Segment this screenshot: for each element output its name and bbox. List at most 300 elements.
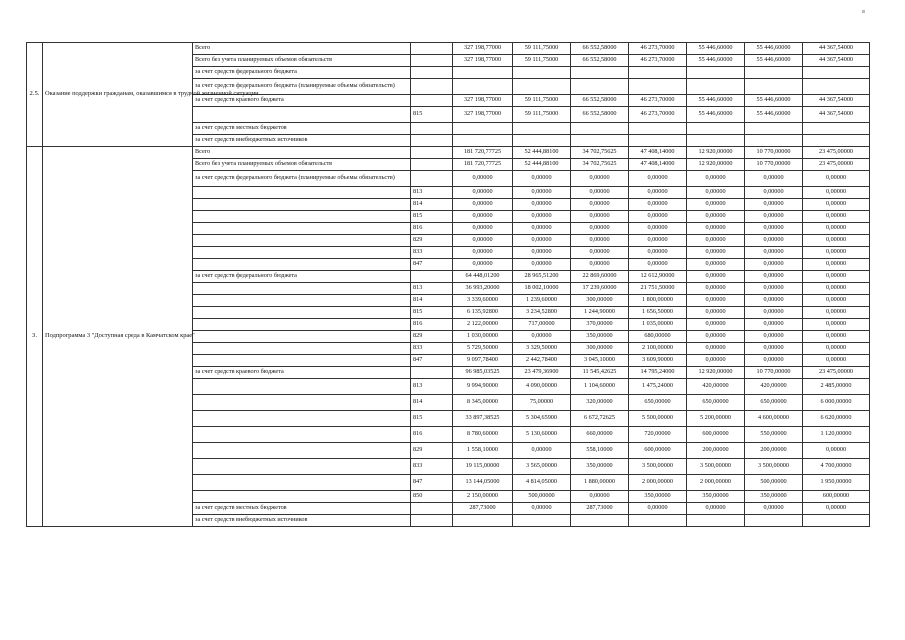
amount-cell: 720,00000 xyxy=(629,427,687,443)
amount-cell: 59 111,75000 xyxy=(513,107,571,123)
amount-cell: 8 780,60000 xyxy=(453,427,513,443)
amount-cell: 0,00000 xyxy=(745,247,803,259)
amount-cell: 1 950,00000 xyxy=(803,475,870,491)
amount-cell: 550,00000 xyxy=(745,427,803,443)
amount-cell: 59 111,75000 xyxy=(513,43,571,55)
amount-cell: 28 965,51200 xyxy=(513,271,571,283)
amount-cell: 0,00000 xyxy=(453,199,513,211)
amount-cell: 0,00000 xyxy=(803,259,870,271)
amount-cell: 2 150,00000 xyxy=(453,491,513,503)
amount-cell xyxy=(745,135,803,147)
funding-source-label xyxy=(193,443,411,459)
amount-cell xyxy=(453,79,513,95)
amount-cell: 327 198,77000 xyxy=(453,43,513,55)
amount-cell xyxy=(453,67,513,79)
funding-source-label: Всего xyxy=(193,43,411,55)
amount-cell: 4 600,00000 xyxy=(745,411,803,427)
funding-source-label: за счет средств федерального бюджета (планируемые объемы обязательств) xyxy=(193,79,411,95)
amount-cell: 1 104,60000 xyxy=(571,379,629,395)
amount-cell: 21 751,50000 xyxy=(629,283,687,295)
budget-code: 833 xyxy=(411,247,453,259)
amount-cell: 0,00000 xyxy=(745,355,803,367)
amount-cell: 0,00000 xyxy=(629,171,687,187)
amount-cell: 0,00000 xyxy=(687,171,745,187)
amount-cell: 4 700,00000 xyxy=(803,459,870,475)
amount-cell: 10 770,00000 xyxy=(745,367,803,379)
amount-cell xyxy=(803,515,870,527)
funding-source-label xyxy=(193,223,411,235)
amount-cell: 3 609,90000 xyxy=(629,355,687,367)
budget-code xyxy=(411,147,453,159)
amount-cell: 2 122,00000 xyxy=(453,319,513,331)
amount-cell: 327 198,77000 xyxy=(453,95,513,107)
amount-cell xyxy=(513,79,571,95)
amount-cell: 2 442,78400 xyxy=(513,355,571,367)
funding-source-label: за счет средств федерального бюджета xyxy=(193,271,411,283)
amount-cell: 350,00000 xyxy=(629,491,687,503)
amount-cell: 0,00000 xyxy=(687,319,745,331)
amount-cell: 0,00000 xyxy=(629,223,687,235)
amount-cell: 420,00000 xyxy=(687,379,745,395)
funding-source-label xyxy=(193,107,411,123)
funding-source-label: за счет средств местных бюджетов xyxy=(193,123,411,135)
amount-cell: 0,00000 xyxy=(803,295,870,307)
amount-cell xyxy=(629,135,687,147)
amount-cell: 0,00000 xyxy=(745,343,803,355)
amount-cell: 558,10000 xyxy=(571,443,629,459)
funding-source-label xyxy=(193,411,411,427)
amount-cell: 650,00000 xyxy=(687,395,745,411)
amount-cell xyxy=(803,123,870,135)
amount-cell: 0,00000 xyxy=(571,171,629,187)
amount-cell: 34 702,75625 xyxy=(571,159,629,171)
amount-cell: 0,00000 xyxy=(803,247,870,259)
budget-code: 829 xyxy=(411,443,453,459)
amount-cell: 23 479,36900 xyxy=(513,367,571,379)
budget-code: 813 xyxy=(411,283,453,295)
amount-cell: 350,00000 xyxy=(745,491,803,503)
amount-cell: 17 239,60000 xyxy=(571,283,629,295)
amount-cell: 500,00000 xyxy=(513,491,571,503)
amount-cell: 0,00000 xyxy=(687,271,745,283)
amount-cell: 0,00000 xyxy=(803,503,870,515)
budget-code: 815 xyxy=(411,307,453,319)
amount-cell: 2 000,00000 xyxy=(687,475,745,491)
amount-cell: 9 097,78400 xyxy=(453,355,513,367)
amount-cell: 1 558,10000 xyxy=(453,443,513,459)
amount-cell: 0,00000 xyxy=(745,331,803,343)
amount-cell: 13 144,05000 xyxy=(453,475,513,491)
budget-code xyxy=(411,503,453,515)
amount-cell: 3 045,10000 xyxy=(571,355,629,367)
amount-cell: 12 920,00000 xyxy=(687,159,745,171)
amount-cell: 12 920,00000 xyxy=(687,367,745,379)
amount-cell: 2 485,00000 xyxy=(803,379,870,395)
item-index: 3. xyxy=(27,147,43,527)
amount-cell: 4 090,00000 xyxy=(513,379,571,395)
funding-source-label xyxy=(193,211,411,223)
budget-code: 816 xyxy=(411,223,453,235)
amount-cell: 300,00000 xyxy=(571,343,629,355)
budget-code: 847 xyxy=(411,475,453,491)
amount-cell: 600,00000 xyxy=(803,491,870,503)
amount-cell xyxy=(453,123,513,135)
budget-code xyxy=(411,159,453,171)
amount-cell: 44 367,54000 xyxy=(803,95,870,107)
amount-cell: 0,00000 xyxy=(745,283,803,295)
amount-cell xyxy=(571,79,629,95)
amount-cell: 0,00000 xyxy=(687,199,745,211)
amount-cell: 0,00000 xyxy=(513,211,571,223)
amount-cell: 46 273,70000 xyxy=(629,95,687,107)
funding-source-label xyxy=(193,491,411,503)
amount-cell: 55 446,60000 xyxy=(745,55,803,67)
budget-code xyxy=(411,79,453,95)
amount-cell: 55 446,60000 xyxy=(745,43,803,55)
amount-cell: 0,00000 xyxy=(803,223,870,235)
amount-cell: 3 500,00000 xyxy=(629,459,687,475)
amount-cell xyxy=(629,123,687,135)
amount-cell: 8 345,00000 xyxy=(453,395,513,411)
amount-cell: 64 448,01200 xyxy=(453,271,513,283)
funding-source-label: за счет средств краевого бюджета xyxy=(193,95,411,107)
item-name: Оказание поддержки гражданам, оказавшимся в трудной жизненной ситуации xyxy=(43,43,193,147)
funding-source-label: за счет средств федерального бюджета (планируемые объемы обязательств) xyxy=(193,171,411,187)
amount-cell: 0,00000 xyxy=(687,259,745,271)
amount-cell: 0,00000 xyxy=(745,271,803,283)
amount-cell: 0,00000 xyxy=(513,199,571,211)
amount-cell: 0,00000 xyxy=(687,295,745,307)
amount-cell: 0,00000 xyxy=(571,187,629,199)
amount-cell: 1 030,00000 xyxy=(453,331,513,343)
amount-cell: 10 770,00000 xyxy=(745,147,803,159)
amount-cell: 660,00000 xyxy=(571,427,629,443)
amount-cell: 6 672,72625 xyxy=(571,411,629,427)
amount-cell: 59 111,75000 xyxy=(513,55,571,67)
amount-cell: 55 446,60000 xyxy=(745,107,803,123)
amount-cell: 0,00000 xyxy=(453,247,513,259)
amount-cell: 23 475,00000 xyxy=(803,367,870,379)
amount-cell: 181 720,77725 xyxy=(453,159,513,171)
budget-code: 829 xyxy=(411,331,453,343)
amount-cell: 44 367,54000 xyxy=(803,107,870,123)
amount-cell: 52 444,88100 xyxy=(513,159,571,171)
budget-code: 815 xyxy=(411,211,453,223)
amount-cell: 320,00000 xyxy=(571,395,629,411)
amount-cell xyxy=(629,79,687,95)
amount-cell: 5 200,00000 xyxy=(687,411,745,427)
budget-code: 850 xyxy=(411,491,453,503)
amount-cell: 300,00000 xyxy=(571,295,629,307)
amount-cell: 23 475,00000 xyxy=(803,147,870,159)
amount-cell: 66 552,58000 xyxy=(571,55,629,67)
budget-code xyxy=(411,67,453,79)
amount-cell: 0,00000 xyxy=(571,211,629,223)
amount-cell: 3 565,00000 xyxy=(513,459,571,475)
funding-source-label: Всего без учета планируемых объемов обязательств xyxy=(193,159,411,171)
amount-cell: 0,00000 xyxy=(687,211,745,223)
amount-cell: 1 656,50000 xyxy=(629,307,687,319)
amount-cell: 0,00000 xyxy=(687,355,745,367)
amount-cell: 0,00000 xyxy=(803,187,870,199)
amount-cell: 1 475,24000 xyxy=(629,379,687,395)
amount-cell: 5 304,65900 xyxy=(513,411,571,427)
amount-cell: 327 198,77000 xyxy=(453,107,513,123)
amount-cell: 18 002,10000 xyxy=(513,283,571,295)
amount-cell: 327 198,77000 xyxy=(453,55,513,67)
budget-code: 847 xyxy=(411,355,453,367)
amount-cell xyxy=(803,79,870,95)
amount-cell: 287,73000 xyxy=(453,503,513,515)
amount-cell: 0,00000 xyxy=(629,259,687,271)
budget-code: 816 xyxy=(411,319,453,331)
funding-source-label xyxy=(193,475,411,491)
amount-cell: 1 800,00000 xyxy=(629,295,687,307)
amount-cell: 717,00000 xyxy=(513,319,571,331)
amount-cell: 200,00000 xyxy=(745,443,803,459)
funding-source-label xyxy=(193,427,411,443)
budget-code: 813 xyxy=(411,379,453,395)
amount-cell: 0,00000 xyxy=(687,503,745,515)
amount-cell: 1 244,90000 xyxy=(571,307,629,319)
budget-code xyxy=(411,271,453,283)
funding-source-label: Всего без учета планируемых объемов обязательств xyxy=(193,55,411,67)
amount-cell: 66 552,58000 xyxy=(571,95,629,107)
budget-code xyxy=(411,515,453,527)
table-row xyxy=(27,43,870,55)
budget-code xyxy=(411,43,453,55)
budget-code: 814 xyxy=(411,295,453,307)
amount-cell: 0,00000 xyxy=(803,307,870,319)
amount-cell: 55 446,60000 xyxy=(687,55,745,67)
amount-cell: 0,00000 xyxy=(687,247,745,259)
budget-code xyxy=(411,135,453,147)
amount-cell: 650,00000 xyxy=(745,395,803,411)
amount-cell: 14 795,24000 xyxy=(629,367,687,379)
funding-source-label xyxy=(193,295,411,307)
amount-cell: 0,00000 xyxy=(745,223,803,235)
budget-code: 816 xyxy=(411,427,453,443)
amount-cell: 0,00000 xyxy=(513,443,571,459)
budget-code: 833 xyxy=(411,459,453,475)
amount-cell xyxy=(571,67,629,79)
amount-cell: 200,00000 xyxy=(687,443,745,459)
funding-source-label: за счет средств федерального бюджета xyxy=(193,67,411,79)
amount-cell: 0,00000 xyxy=(687,331,745,343)
amount-cell: 1 120,00000 xyxy=(803,427,870,443)
amount-cell: 0,00000 xyxy=(513,503,571,515)
amount-cell xyxy=(687,135,745,147)
amount-cell: 4 814,05000 xyxy=(513,475,571,491)
amount-cell: 34 702,75625 xyxy=(571,147,629,159)
amount-cell: 0,00000 xyxy=(745,307,803,319)
funding-source-label xyxy=(193,331,411,343)
amount-cell: 0,00000 xyxy=(629,503,687,515)
funding-source-label: за счет средств краевого бюджета xyxy=(193,367,411,379)
amount-cell: 0,00000 xyxy=(629,187,687,199)
amount-cell: 0,00000 xyxy=(453,187,513,199)
budget-code: 814 xyxy=(411,199,453,211)
amount-cell: 46 273,70000 xyxy=(629,43,687,55)
amount-cell: 0,00000 xyxy=(513,235,571,247)
amount-cell xyxy=(803,135,870,147)
budget-table xyxy=(26,42,870,527)
amount-cell: 19 115,00000 xyxy=(453,459,513,475)
amount-cell: 1 035,00000 xyxy=(629,319,687,331)
amount-cell xyxy=(745,515,803,527)
funding-source-label: за счет средств внебюджетных источников xyxy=(193,135,411,147)
funding-source-label xyxy=(193,187,411,199)
amount-cell: 66 552,58000 xyxy=(571,43,629,55)
budget-code xyxy=(411,367,453,379)
amount-cell: 3 500,00000 xyxy=(745,459,803,475)
scan-dot xyxy=(862,10,865,13)
amount-cell: 0,00000 xyxy=(745,295,803,307)
amount-cell: 0,00000 xyxy=(687,343,745,355)
amount-cell xyxy=(453,515,513,527)
amount-cell: 6 620,00000 xyxy=(803,411,870,427)
amount-cell xyxy=(629,67,687,79)
amount-cell: 0,00000 xyxy=(571,259,629,271)
amount-cell: 1 239,60000 xyxy=(513,295,571,307)
amount-cell: 0,00000 xyxy=(803,199,870,211)
amount-cell: 0,00000 xyxy=(803,443,870,459)
amount-cell: 420,00000 xyxy=(745,379,803,395)
amount-cell: 600,00000 xyxy=(629,443,687,459)
amount-cell: 0,00000 xyxy=(629,199,687,211)
funding-source-label xyxy=(193,459,411,475)
budget-code xyxy=(411,95,453,107)
amount-cell: 0,00000 xyxy=(803,171,870,187)
amount-cell: 47 408,14000 xyxy=(629,159,687,171)
amount-cell: 0,00000 xyxy=(803,271,870,283)
amount-cell: 66 552,58000 xyxy=(571,107,629,123)
amount-cell: 0,00000 xyxy=(571,247,629,259)
amount-cell xyxy=(571,135,629,147)
table-row xyxy=(27,147,870,159)
amount-cell: 0,00000 xyxy=(687,187,745,199)
amount-cell: 350,00000 xyxy=(571,331,629,343)
budget-code xyxy=(411,123,453,135)
amount-cell: 5 130,60000 xyxy=(513,427,571,443)
amount-cell: 55 446,60000 xyxy=(687,43,745,55)
amount-cell xyxy=(513,135,571,147)
amount-cell: 350,00000 xyxy=(571,459,629,475)
amount-cell: 0,00000 xyxy=(745,187,803,199)
amount-cell: 0,00000 xyxy=(629,235,687,247)
amount-cell: 0,00000 xyxy=(453,211,513,223)
amount-cell: 11 545,42625 xyxy=(571,367,629,379)
amount-cell: 500,00000 xyxy=(745,475,803,491)
item-index: 2.5. xyxy=(27,43,43,147)
amount-cell: 0,00000 xyxy=(513,331,571,343)
amount-cell xyxy=(687,515,745,527)
amount-cell: 0,00000 xyxy=(803,211,870,223)
amount-cell: 0,00000 xyxy=(745,211,803,223)
budget-code: 815 xyxy=(411,411,453,427)
funding-source-label xyxy=(193,319,411,331)
funding-source-label xyxy=(193,307,411,319)
amount-cell xyxy=(513,123,571,135)
amount-cell: 6 000,00000 xyxy=(803,395,870,411)
funding-source-label xyxy=(193,343,411,355)
amount-cell: 2 100,00000 xyxy=(629,343,687,355)
amount-cell: 12 920,00000 xyxy=(687,147,745,159)
amount-cell: 0,00000 xyxy=(453,259,513,271)
funding-source-label: за счет средств местных бюджетов xyxy=(193,503,411,515)
funding-source-label xyxy=(193,247,411,259)
amount-cell xyxy=(687,123,745,135)
amount-cell: 0,00000 xyxy=(803,319,870,331)
amount-cell: 0,00000 xyxy=(571,223,629,235)
funding-source-label: Всего xyxy=(193,147,411,159)
amount-cell: 75,00000 xyxy=(513,395,571,411)
amount-cell: 46 273,70000 xyxy=(629,55,687,67)
amount-cell: 0,00000 xyxy=(629,211,687,223)
amount-cell: 350,00000 xyxy=(687,491,745,503)
amount-cell xyxy=(571,123,629,135)
amount-cell: 33 897,38525 xyxy=(453,411,513,427)
amount-cell: 0,00000 xyxy=(687,283,745,295)
amount-cell: 3 339,60000 xyxy=(453,295,513,307)
amount-cell: 96 985,03525 xyxy=(453,367,513,379)
amount-cell: 3 500,00000 xyxy=(687,459,745,475)
funding-source-label xyxy=(193,259,411,271)
amount-cell: 0,00000 xyxy=(803,235,870,247)
amount-cell: 0,00000 xyxy=(571,491,629,503)
amount-cell: 0,00000 xyxy=(745,171,803,187)
budget-code xyxy=(411,171,453,187)
amount-cell xyxy=(513,515,571,527)
amount-cell: 0,00000 xyxy=(629,247,687,259)
amount-cell xyxy=(687,67,745,79)
amount-cell: 2 000,00000 xyxy=(629,475,687,491)
amount-cell xyxy=(745,67,803,79)
amount-cell: 0,00000 xyxy=(745,503,803,515)
amount-cell: 0,00000 xyxy=(513,259,571,271)
amount-cell: 0,00000 xyxy=(803,343,870,355)
amount-cell xyxy=(453,135,513,147)
amount-cell: 600,00000 xyxy=(687,427,745,443)
amount-cell: 55 446,60000 xyxy=(687,107,745,123)
amount-cell: 0,00000 xyxy=(571,199,629,211)
amount-cell: 5 500,00000 xyxy=(629,411,687,427)
amount-cell: 0,00000 xyxy=(513,187,571,199)
funding-source-label xyxy=(193,283,411,295)
amount-cell: 650,00000 xyxy=(629,395,687,411)
amount-cell: 3 329,50000 xyxy=(513,343,571,355)
amount-cell xyxy=(803,67,870,79)
funding-source-label xyxy=(193,199,411,211)
amount-cell xyxy=(571,515,629,527)
amount-cell: 12 612,90000 xyxy=(629,271,687,283)
amount-cell: 0,00000 xyxy=(453,235,513,247)
amount-cell: 5 729,50000 xyxy=(453,343,513,355)
amount-cell: 44 367,54000 xyxy=(803,43,870,55)
amount-cell: 0,00000 xyxy=(803,283,870,295)
amount-cell: 44 367,54000 xyxy=(803,55,870,67)
amount-cell: 3 234,52800 xyxy=(513,307,571,319)
amount-cell: 0,00000 xyxy=(687,307,745,319)
amount-cell xyxy=(745,79,803,95)
funding-source-label xyxy=(193,395,411,411)
budget-code: 847 xyxy=(411,259,453,271)
amount-cell: 0,00000 xyxy=(453,171,513,187)
amount-cell: 0,00000 xyxy=(745,235,803,247)
amount-cell: 9 994,90000 xyxy=(453,379,513,395)
amount-cell: 0,00000 xyxy=(571,235,629,247)
amount-cell: 287,73000 xyxy=(571,503,629,515)
